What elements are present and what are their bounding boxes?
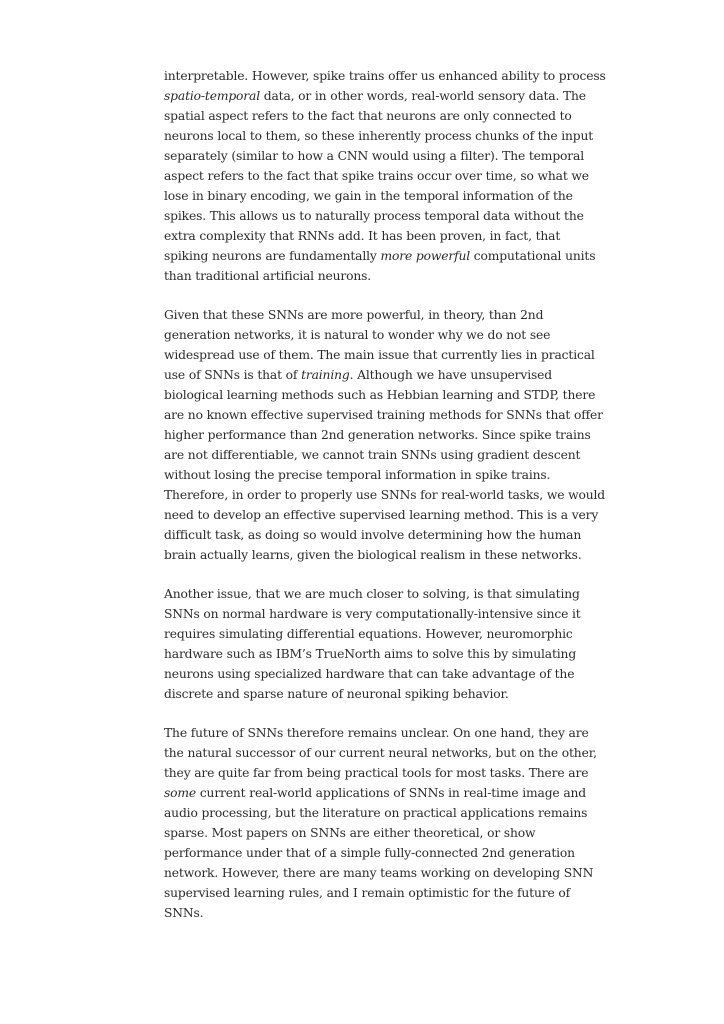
text-run: audio processing, but the literature on practical applications remains <box>164 806 588 820</box>
text-line <box>164 385 596 405</box>
text-run: requires simulating differential equations. However, neuromorphic <box>164 627 573 641</box>
text-line <box>164 365 568 385</box>
text-line <box>164 345 595 365</box>
text-line <box>164 525 582 545</box>
text-run: are not differentiable, we cannot train SNNs using gradient descent <box>164 448 581 462</box>
italic-text: spatio-temporal <box>164 89 260 103</box>
text-run: spiking neurons are fundamentally <box>164 249 381 263</box>
text-run: neurons local to them, so these inherently process chunks of the input <box>164 129 594 143</box>
text-line <box>164 246 596 266</box>
text-line <box>164 66 606 86</box>
text-run: . Although we have unsupervised <box>349 368 552 382</box>
text-run: Given that these SNNs are more powerful, in theory, than 2nd <box>164 308 544 322</box>
text-run: network. However, there are many teams working on developing SNN <box>164 866 594 880</box>
text-line <box>164 903 568 923</box>
text-line <box>164 863 594 883</box>
text-run: Another issue, that we are much closer to solving, is that simulating <box>164 587 580 601</box>
text-run: they are quite far from being practical tools for most tasks. There are <box>164 766 589 780</box>
text-line <box>164 843 575 863</box>
text-line <box>164 545 582 565</box>
text-run: lose in binary encoding, we gain in the temporal information of the <box>164 189 573 203</box>
text-run: generation networks, it is natural to wonder why we do not see <box>164 328 551 342</box>
text-run: extra complexity that RNNs add. It has been proven, in fact, that <box>164 229 561 243</box>
text-run: widespread use of them. The main issue that currently lies in practical <box>164 348 595 362</box>
text-run: biological learning methods such as Hebbian learning and STDP, there <box>164 388 596 402</box>
text-line <box>164 166 589 186</box>
text-run: neurons using specialized hardware that can take advantage of the <box>164 667 575 681</box>
text-line <box>164 146 584 166</box>
text-run: data, or in other words, real-world sensory data. The <box>260 89 586 103</box>
text-line <box>164 445 581 465</box>
italic-text: training <box>301 368 350 382</box>
italic-text: some <box>164 786 197 800</box>
text-line <box>164 584 580 604</box>
paragraph <box>164 66 606 286</box>
text-run: than traditional artificial neurons. <box>164 269 372 283</box>
text-run: SNNs on normal hardware is very computationally-intensive since it <box>164 607 581 621</box>
text-run: are no known effective supervised training methods for SNNs that offer <box>164 408 603 422</box>
text-line <box>164 783 586 803</box>
text-run: separately (similar to how a CNN would using a filter). The temporal <box>164 149 584 163</box>
text-line <box>164 664 575 684</box>
text-line <box>164 266 568 286</box>
text-line <box>164 305 568 325</box>
text-line <box>164 763 589 783</box>
text-line <box>164 126 594 146</box>
text-run: interpretable. However, spike trains offer us enhanced ability to process <box>164 69 606 83</box>
text-line <box>164 644 577 664</box>
text-line <box>164 505 599 525</box>
text-run: current real-world applications of SNNs in real-time image and <box>196 786 586 800</box>
text-run: Therefore, in order to properly use SNNs for real-world tasks, we would <box>164 488 605 502</box>
text-run: SNNs. <box>164 906 204 920</box>
text-run: supervised learning rules, and I remain optimistic for the future of <box>164 886 570 900</box>
text-line <box>164 883 568 903</box>
text-run: need to develop an effective supervised learning method. This is a very <box>164 508 599 522</box>
text-run: higher performance than 2nd generation networks. Since spike trains <box>164 428 591 442</box>
italic-text: more powerful <box>380 249 471 263</box>
text-run: sparse. Most papers on SNNs are either theoretical, or show <box>164 826 536 840</box>
text-run: without losing the precise temporal information in spike trains. <box>164 468 551 482</box>
text-line <box>164 226 568 246</box>
text-line <box>164 823 568 843</box>
text-run: The future of SNNs therefore remains unclear. On one hand, they are <box>164 726 589 740</box>
text-run: discrete and sparse nature of neuronal spiking behavior. <box>164 687 509 701</box>
paragraph <box>164 305 605 565</box>
text-run: aspect refers to the fact that spike trains occur over time, so what we <box>164 169 589 183</box>
text-line <box>164 723 589 743</box>
paragraph <box>164 723 597 923</box>
text-line <box>164 684 568 704</box>
text-line <box>164 206 584 226</box>
text-run: brain actually learns, given the biological realism in these networks. <box>164 548 582 562</box>
text-line <box>164 86 586 106</box>
text-run: hardware such as IBM’s TrueNorth aims to solve this by simulating <box>164 647 577 661</box>
text-run: computational units <box>470 249 596 263</box>
text-line <box>164 405 603 425</box>
text-line <box>164 186 573 206</box>
paragraph <box>164 584 581 704</box>
text-line <box>164 604 581 624</box>
text-run: spikes. This allows us to naturally process temporal data without the <box>164 209 584 223</box>
text-line <box>164 325 568 345</box>
text-run: the natural successor of our current neural networks, but on the other, <box>164 746 597 760</box>
text-run: spatial aspect refers to the fact that neurons are only connected to <box>164 109 572 123</box>
text-run: performance under that of a simple fully-connected 2nd generation <box>164 846 575 860</box>
text-run: difficult task, as doing so would involve determining how the human <box>164 528 582 542</box>
text-line <box>164 803 588 823</box>
text-run: use of SNNs is that of <box>164 368 302 382</box>
text-line <box>164 743 597 763</box>
text-line <box>164 624 573 644</box>
text-line <box>164 425 591 445</box>
text-line <box>164 106 572 126</box>
text-line <box>164 485 605 505</box>
article-body <box>164 66 606 942</box>
text-line <box>164 465 568 485</box>
